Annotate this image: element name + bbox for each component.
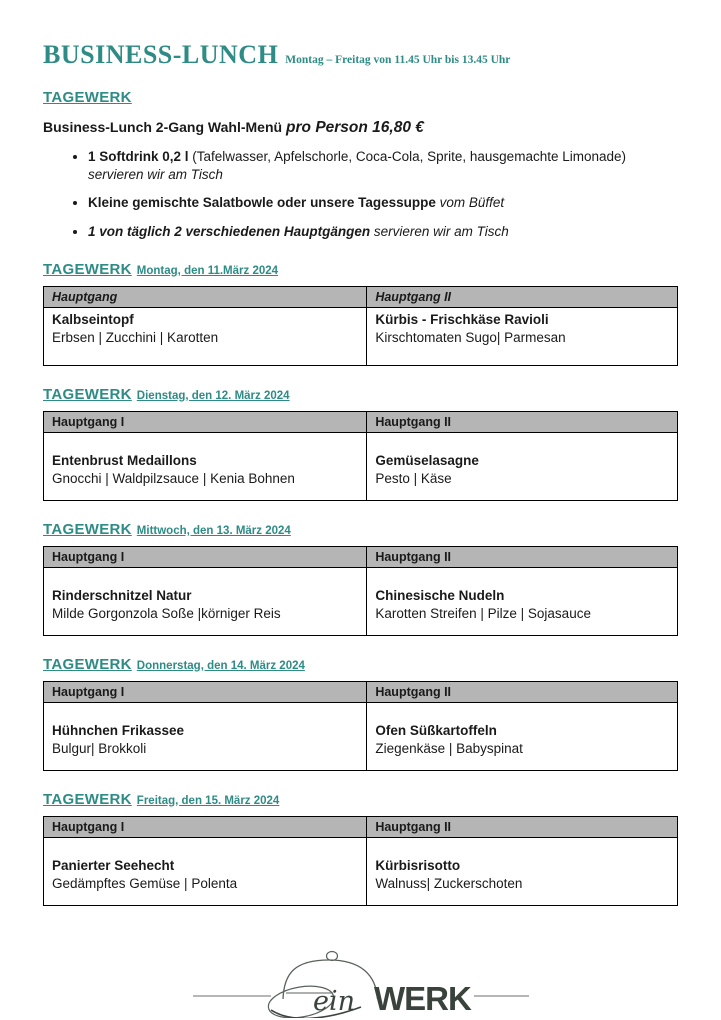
column-header-hauptgang-2: Hauptgang II [367,412,678,433]
column-header-hauptgang-2: Hauptgang II [367,287,678,308]
day-heading-date: Montag, den 11.März 2024 [136,265,279,278]
table-row [44,703,678,771]
dish-detail: Erbsen | Zucchini | Karotten [52,330,219,346]
dish-title: Ofen Süßkartoffeln [375,723,497,739]
bullet1-bold: 1 Softdrink 0,2 l [88,149,189,164]
dish-detail: Walnuss| Zuckerschoten [375,876,523,892]
list-item [88,148,678,183]
document-header [43,40,678,70]
dish-detail: Milde Gorgonzola Soße |körniger Reis [52,606,281,622]
menu-table-montag [43,286,678,366]
menu-cell [367,433,678,501]
dish-detail: Bulgur| Brokkoli [52,741,147,757]
menu-cell [44,433,367,501]
column-header-hauptgang-2: Hauptgang II [367,547,678,568]
day-heading-label: TAGEWERK [43,261,132,279]
bullet1-rest: (Tafelwasser, Apfelschorle, Coca-Cola, Sprite, hausgemachte Limonade) [188,149,627,164]
menu-table-dienstag [43,411,678,501]
day-section-freitag [43,787,678,906]
dish-detail: Karotten Streifen | Pilze | Sojasauce [375,606,591,622]
bullet2-italic: vom Büffet [435,195,505,211]
column-header-hauptgang-1: Hauptgang [44,287,367,308]
day-heading-label: TAGEWERK [43,521,132,539]
page-subtitle: Montag – Freitag von 11.45 Uhr bis 13.45 Uhr [285,54,511,66]
column-header-hauptgang-1: Hauptgang I [44,547,367,568]
page-title: BUSINESS-LUNCH [43,40,279,69]
dish-detail: Gnocchi | Waldpilzsauce | Kenia Bohnen [52,471,295,487]
list-item [88,223,678,241]
day-heading [43,517,678,539]
table-row [44,308,678,366]
bullet3-bold-italic: 1 von täglich 2 verschiedenen Hauptgängen [88,223,371,239]
column-header-hauptgang-1: Hauptgang I [44,817,367,838]
dish-title: Panierter Seehecht [52,858,175,874]
dish-title: Kürbisrisotto [375,858,461,874]
dish-title: Chinesische Nudeln [375,588,505,604]
column-header-hauptgang-2: Hauptgang II [367,817,678,838]
menu-cell [44,838,367,906]
feature-list [43,148,678,240]
menu-cell [367,703,678,771]
brand-logo [43,946,678,1020]
menu-table-mittwoch [43,546,678,636]
menu-cell [44,568,367,636]
day-heading-date: Dienstag, den 12. März 2024 [136,390,290,403]
dish-title: Gemüselasagne [375,453,479,469]
bullet3-italic: servieren wir am Tisch [370,223,509,239]
logo-wordmark: WERK [373,980,471,1018]
menu-cell [44,308,367,366]
column-header-hauptgang-1: Hauptgang I [44,682,367,703]
feinwerk-logo-graphic [191,946,531,1018]
menu-table-donnerstag [43,681,678,771]
dish-detail: Ziegenkäse | Babyspinat [375,741,523,757]
day-heading [43,257,678,279]
list-item [88,194,678,212]
day-heading-label: TAGEWERK [43,386,132,404]
dish-title: Kalbseintopf [52,312,134,328]
day-heading-date: Mittwoch, den 13. März 2024 [136,525,291,538]
menu-cell [367,838,678,906]
cloche-knob-icon [326,952,337,961]
table-row [44,568,678,636]
intro-price: pro Person 16,80 € [286,119,424,136]
menu-cell [367,308,678,366]
day-section-dienstag [43,382,678,501]
day-heading [43,652,678,674]
dish-title: Entenbrust Medaillons [52,453,197,469]
dish-title: Hühnchen Frikassee [52,723,185,739]
menu-table-freitag [43,816,678,906]
day-heading [43,382,678,404]
dish-detail: Pesto | Käse [375,471,452,487]
day-heading-date: Donnerstag, den 14. März 2024 [136,660,305,673]
menu-cell [367,568,678,636]
bullet2-bold: Kleine gemischte Salatbowle oder unsere Tagessuppe [88,195,436,211]
dish-title: Kürbis - Frischkäse Ravioli [375,312,549,328]
intro-line [43,119,678,137]
day-heading [43,787,678,809]
column-header-hauptgang-2: Hauptgang II [367,682,678,703]
table-row [44,838,678,906]
day-heading-date: Freitag, den 15. März 2024 [136,795,280,808]
day-heading-label: TAGEWERK [43,656,132,674]
intro-lead: Business-Lunch 2-Gang Wahl-Menü [43,119,283,135]
section-heading-tagewerk: TAGEWERK [43,89,132,106]
dish-title: Rinderschnitzel Natur [52,588,192,604]
table-row [44,433,678,501]
dish-detail: Gedämpftes Gemüse | Polenta [52,876,238,892]
day-heading-label: TAGEWERK [43,791,132,809]
day-section-montag [43,257,678,366]
day-section-donnerstag [43,652,678,771]
menu-cell [44,703,367,771]
bullet1-line2: servieren wir am Tisch [88,166,223,182]
logo-script-text: ein [312,986,355,1018]
column-header-hauptgang-1: Hauptgang I [44,412,367,433]
dish-detail: Kirschtomaten Sugo| Parmesan [375,330,566,346]
day-section-mittwoch [43,517,678,636]
